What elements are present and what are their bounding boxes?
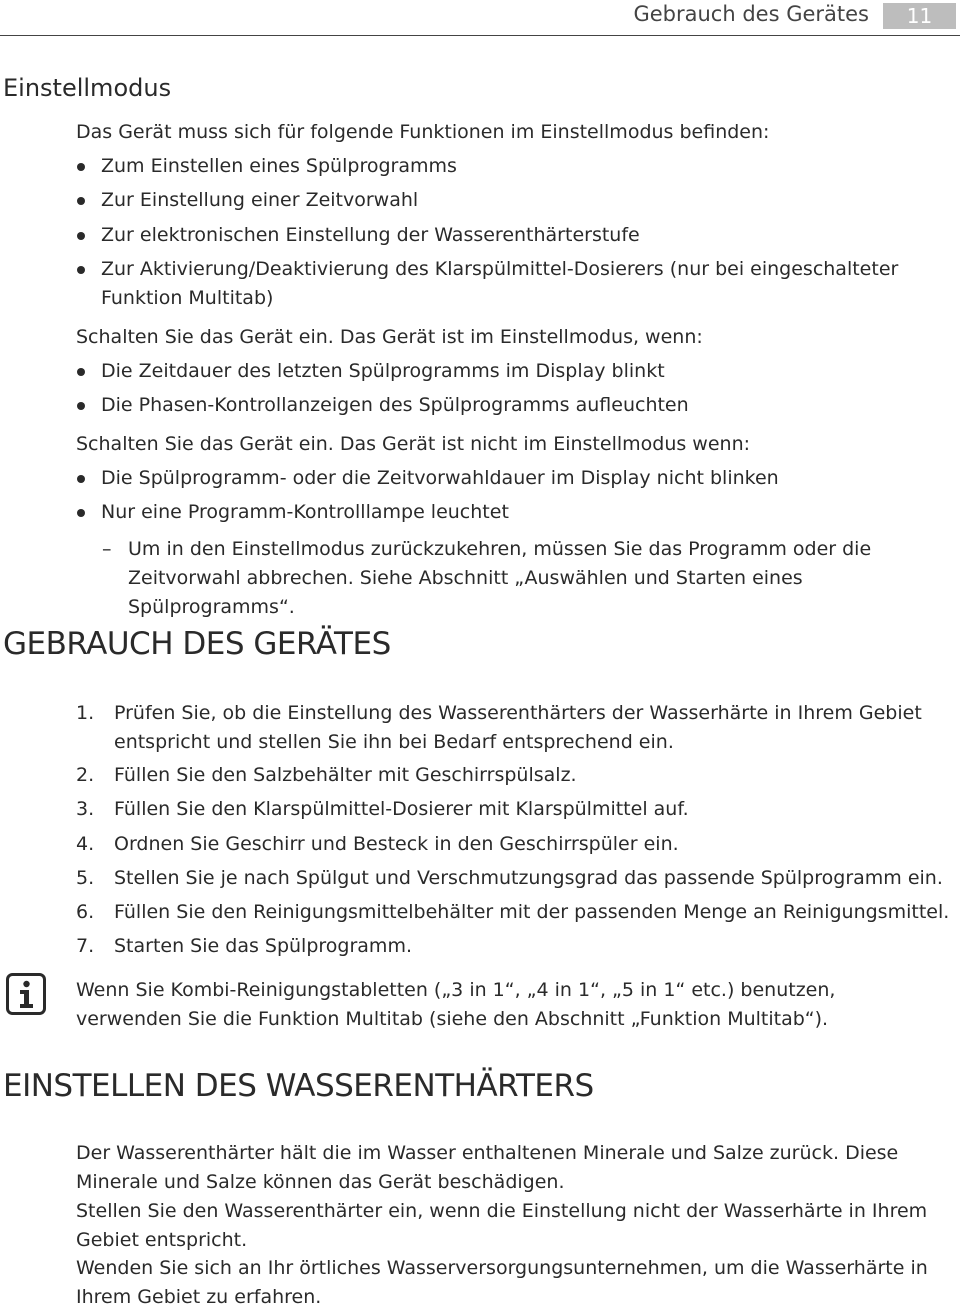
step-text: Starten Sie das Spülprogramm.	[114, 935, 412, 957]
step-number: 2.	[76, 764, 95, 786]
section-heading-wasserenthaerter: EINSTELLEN DES WASSERENTHÄRTERS	[3, 1068, 594, 1104]
list-item-text: Zum Einstellen eines Spülprogramms	[101, 155, 457, 177]
step-number: 7.	[76, 935, 95, 957]
list-item-text: Zur elektronischen Einstellung der Wasserenthärterstufe	[101, 224, 640, 246]
step-number: 6.	[76, 901, 95, 923]
running-header-title: Gebrauch des Gerätes	[633, 2, 869, 26]
step-number: 4.	[76, 833, 95, 855]
bullet-dot	[77, 266, 85, 274]
info-icon	[6, 973, 46, 1015]
list-item-text: Die Spülprogramm- oder die Zeitvorwahldauer im Display nicht blinken	[101, 467, 779, 489]
list-item-text: Die Zeitdauer des letzten Spülprogramms im Display blinkt	[101, 360, 665, 382]
step-text: Stellen Sie je nach Spülgut und Verschmutzungsgrad das passende Spülprogramm ein.	[114, 867, 943, 889]
bullet-dot	[77, 163, 85, 171]
bullet-dot	[77, 368, 85, 376]
step-text: Füllen Sie den Reinigungsmittelbehälter mit der passenden Menge an Reinigungsmittel.	[114, 901, 950, 923]
bullet-dot	[77, 475, 85, 483]
list-item-text: Nur eine Programm-Kontrolllampe leuchtet	[101, 501, 509, 523]
bullet-dot	[77, 509, 85, 517]
section-heading-einstellmodus: Einstellmodus	[3, 74, 172, 102]
paragraph-wasserenthaerter-1: Der Wasserenthärter hält die im Wasser enthaltenen Minerale und Salze zurück. Diese Minerale und Salze können das Gerät beschädigen.	[76, 1142, 899, 1193]
bullet-dot	[77, 232, 85, 240]
section-heading-gebrauch: GEBRAUCH DES GERÄTES	[3, 626, 391, 662]
paragraph-wasserenthaerter-3: Wenden Sie sich an Ihr örtliches Wasserversorgungsunternehmen, um die Wasserhärte in Ihrem Gebiet zu erfahren.	[76, 1257, 928, 1308]
paragraph-einstellmodus-when: Schalten Sie das Gerät ein. Das Gerät ist im Einstellmodus, wenn:	[76, 326, 703, 348]
list-item-text: Zur Aktivierung/Deaktivierung des Klarspülmittel-Dosierers (nur bei eingeschalteter Funktion Multitab)	[101, 258, 899, 309]
step-text: Füllen Sie den Klarspülmittel-Dosierer mit Klarspülmittel auf.	[114, 798, 689, 820]
bullet-dot	[77, 402, 85, 410]
step-number: 3.	[76, 798, 95, 820]
step-text: Füllen Sie den Salzbehälter mit Geschirrspülsalz.	[114, 764, 577, 786]
dash-marker: –	[102, 538, 112, 560]
header-divider	[0, 35, 960, 36]
page-number: 11	[883, 3, 956, 29]
list-item-text: Zur Einstellung einer Zeitvorwahl	[101, 189, 419, 211]
paragraph-wasserenthaerter-2: Stellen Sie den Wasserenthärter ein, wenn die Einstellung nicht der Wasserhärte in Ihrem Gebiet entspricht.	[76, 1200, 928, 1251]
sub-list-item-text: Um in den Einstellmodus zurückzukehren, müssen Sie das Programm oder die Zeitvorwahl abbrechen. Siehe Abschnitt „Auswählen und Starten eines Spülprogramms“.	[128, 538, 872, 618]
list-item-text: Die Phasen-Kontrollanzeigen des Spülprogramms aufleuchten	[101, 394, 689, 416]
step-number: 1.	[76, 702, 95, 724]
step-text: Prüfen Sie, ob die Einstellung des Wasserenthärters der Wasserhärte in Ihrem Gebiet entspricht und stellen Sie ihn bei Bedarf entsprechend ein.	[114, 702, 922, 753]
intro-paragraph: Das Gerät muss sich für folgende Funktionen im Einstellmodus befinden:	[76, 121, 770, 143]
step-number: 5.	[76, 867, 95, 889]
step-text: Ordnen Sie Geschirr und Besteck in den Geschirrspüler ein.	[114, 833, 679, 855]
bullet-dot	[77, 197, 85, 205]
paragraph-einstellmodus-not: Schalten Sie das Gerät ein. Das Gerät ist nicht im Einstellmodus wenn:	[76, 433, 751, 455]
info-note: Wenn Sie Kombi-Reinigungstabletten („3 in 1“, „4 in 1“, „5 in 1“ etc.) benutzen, verwenden Sie die Funktion Multitab (siehe den Abschnitt „Funktion Multitab“).	[76, 979, 836, 1030]
